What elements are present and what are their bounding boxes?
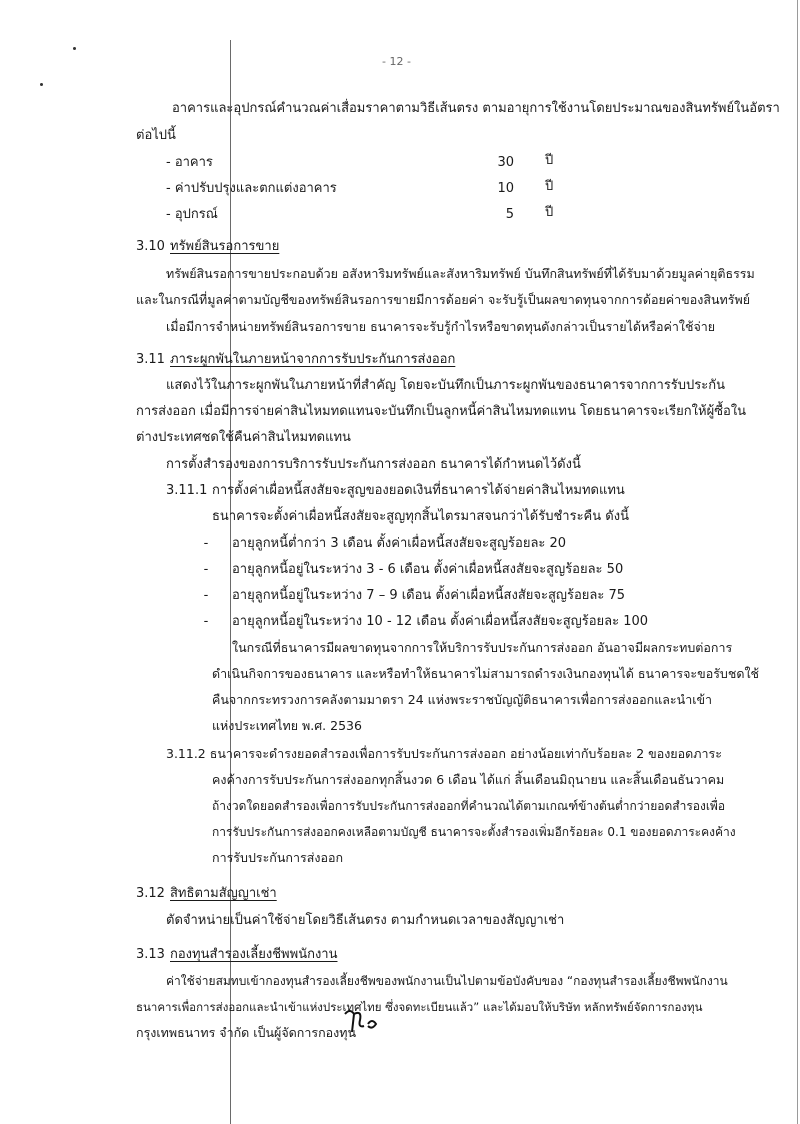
sub2-line: คงค้างการรับประกันการส่งออกทุกสิ้นงวด 6 เดือน ได้แก่ สิ้นเดือนมิถุนายน และสิ้นเดือนธันวาคม: [212, 772, 725, 787]
bullet-item: อายุลูกหนี้อยู่ในระหว่าง 3 - 6 เดือน ตั้งค่าเผื่อหนี้สงสัยจะสูญร้อยละ 50: [232, 562, 624, 577]
page-number: - 12 -: [382, 55, 411, 68]
bullet-dash: -: [203, 614, 209, 629]
subsection-number: 3.11.1: [166, 483, 208, 498]
sub2-line: ถ้างวดใดยอดสำรองเพื่อการรับประกันการส่งออกที่คำนวณได้ตามเกณฑ์ข้างต้นต่ำกว่ายอดสำรองเพื่อ: [212, 799, 726, 813]
s311-line: การส่งออก เมื่อมีการจ่ายค่าสินไหมทดแทนจะบันทึกเป็นลูกหนี้ค่าสินไหมทดแทน โดยธนาคารจะเรียกให้ผู้ซื้อใน: [136, 404, 747, 419]
intro-line-1: อาคารและอุปกรณ์คำนวณค่าเสื่อมราคาตามวิธีเส้นตรง ตามอายุการใช้งานโดยประมาณของสินทรัพย์ในอัตรา: [172, 101, 780, 116]
section-number: 3.13: [136, 947, 165, 962]
scan-speck: [40, 83, 43, 86]
section-number: 3.10: [136, 239, 165, 254]
para-line: คืนจากกระทรวงการคลังตามมาตรา 24 แห่งพระราชบัญญัติธนาคารเพื่อการส่งออกและนำเข้า: [212, 692, 713, 707]
section-title: ภาระผูกพันในภายหน้าจากการรับประกันการส่งออก: [170, 352, 456, 367]
depr-label: - ค่าปรับปรุงและตกแต่งอาคาร: [166, 181, 337, 196]
sub2-line: 3.11.2 ธนาคารจะดำรงยอดสำรองเพื่อการรับประกันการส่งออก อย่างน้อยเท่ากับร้อยละ 2 ของยอดภาระ: [166, 746, 722, 761]
s313-line: กรุงเทพธนาทร จำกัด เป็นผู้จัดการกองทุน: [136, 1025, 357, 1040]
subsection-line: ธนาคารจะตั้งค่าเผื่อหนี้สงสัยจะสูญทุกสิ้นไตรมาสจนกว่าได้รับชำระคืน ดังนี้: [212, 509, 629, 524]
page-edge: [797, 0, 798, 1124]
section-title: สิทธิตามสัญญาเช่า: [170, 886, 277, 901]
sub2-line: การรับประกันการส่งออกคงเหลือตามบัญชี ธนาคารจะตั้งสำรองเพิ่มอีกร้อยละ 0.1 ของยอดภาระคงค้าง: [212, 825, 736, 839]
depr-label: - อุปกรณ์: [166, 207, 218, 222]
intro-line-2: ต่อไปนี้: [136, 128, 176, 143]
section-title: กองทุนสำรองเลี้ยงชีพพนักงาน: [170, 947, 338, 962]
s311-line: แสดงไว้ในภาระผูกพันในภายหน้าที่สำคัญ โดยจะบันทึกเป็นภาระผูกพันของธนาคารจากการรับประกัน: [166, 378, 726, 393]
s310-line: เมื่อมีการจำหน่ายทรัพย์สินรอการขาย ธนาคารจะรับรู้กำไรหรือขาดทุนดังกล่าวเป็นรายได้หรือค่าใช้จ่าย: [166, 319, 716, 334]
initials-signature: [342, 1006, 392, 1036]
bullet-item: อายุลูกหนี้ต่ำกว่า 3 เดือน ตั้งค่าเผื่อหนี้สงสัยจะสูญร้อยละ 20: [232, 536, 567, 551]
depr-unit: ปี: [545, 153, 554, 168]
bullet-dash: -: [203, 588, 209, 603]
section-number: 3.12: [136, 886, 165, 901]
scan-speck: [73, 47, 76, 50]
bullet-dash: -: [203, 536, 209, 551]
depr-years: 5: [505, 207, 514, 222]
para-line: แห่งประเทศไทย พ.ศ. 2536: [212, 718, 362, 733]
s313-line: ธนาคารเพื่อการส่งออกและนำเข้าแห่งประเทศไทย ซึ่งจดทะเบียนแล้ว” และได้มอบให้บริษัท หลักทรัพย์จัดการกองทุน: [136, 1000, 703, 1014]
bullet-dash: -: [203, 562, 209, 577]
depr-label: - อาคาร: [166, 155, 213, 170]
s313-line: ค่าใช้จ่ายสมทบเข้ากองทุนสำรองเลี้ยงชีพของพนักงานเป็นไปตามข้อบังคับของ “กองทุนสำรองเลี้ยงชีพพนักงาน: [166, 974, 728, 988]
para-line: ในกรณีที่ธนาคารมีผลขาดทุนจากการให้บริการรับประกันการส่งออก อันอาจมีผลกระทบต่อการ: [232, 640, 733, 655]
depr-unit: ปี: [545, 205, 554, 220]
s311-line: การตั้งสำรองของการบริการรับประกันการส่งออก ธนาคารได้กำหนดไว้ดังนี้: [166, 457, 581, 472]
bullet-item: อายุลูกหนี้อยู่ในระหว่าง 10 - 12 เดือน ตั้งค่าเผื่อหนี้สงสัยจะสูญร้อยละ 100: [232, 614, 649, 629]
section-title: ทรัพย์สินรอการขาย: [170, 239, 280, 254]
subsection-title: การตั้งค่าเผื่อหนี้สงสัยจะสูญของยอดเงินที่ธนาคารได้จ่ายค่าสินไหมทดแทน: [212, 483, 625, 498]
section-number: 3.11: [136, 352, 165, 367]
para-line: ดำเนินกิจการของธนาคาร และหรือทำให้ธนาคารไม่สามารถดำรงเงินกองทุนได้ ธนาคารจะขอรับชดใช้: [212, 666, 760, 681]
depr-unit: ปี: [545, 179, 554, 194]
sub2-line: การรับประกันการส่งออก: [212, 850, 344, 865]
s312-line: ตัดจำหน่ายเป็นค่าใช้จ่ายโดยวิธีเส้นตรง ตามกำหนดเวลาของสัญญาเช่า: [166, 913, 565, 928]
s311-line: ต่างประเทศชดใช้คืนค่าสินไหมทดแทน: [136, 430, 351, 445]
depr-years: 30: [497, 155, 514, 170]
depr-years: 10: [497, 181, 514, 196]
bullet-item: อายุลูกหนี้อยู่ในระหว่าง 7 – 9 เดือน ตั้งค่าเผื่อหนี้สงสัยจะสูญร้อยละ 75: [232, 588, 626, 603]
s310-line: ทรัพย์สินรอการขายประกอบด้วย อสังหาริมทรัพย์และสังหาริมทรัพย์ บันทึกสินทรัพย์ที่ได้รับมาด้วยมูลค่ายุติธรรม: [166, 266, 755, 281]
s310-line: และในกรณีที่มูลค่าตามบัญชีของทรัพย์สินรอการขายมีการด้อยค่า จะรับรู้เป็นผลขาดทุนจากการด้อยค่าของสินทรัพย์: [136, 292, 751, 307]
